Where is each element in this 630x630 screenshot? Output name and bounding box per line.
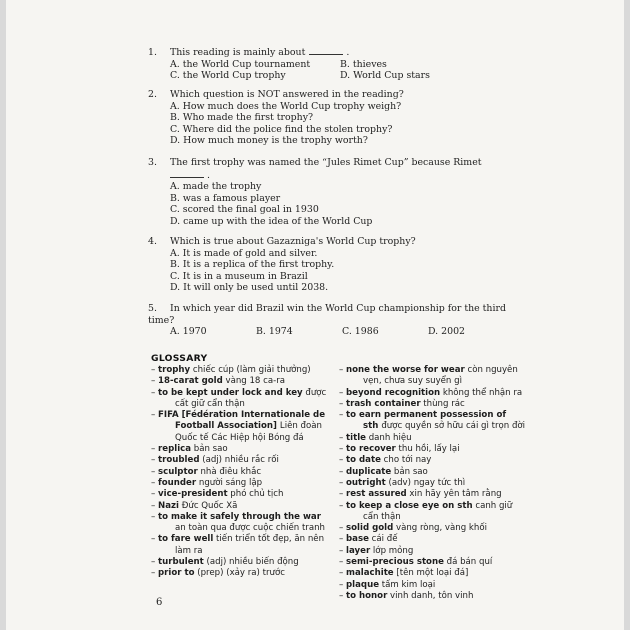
glossary-term: to honor	[346, 590, 388, 601]
glossary-definition-continued: Football Association] Liên đoàn	[175, 421, 322, 432]
glossary-term: to earn permanent possession of	[346, 410, 507, 421]
glossary-definition-continued: vẹn, chưa suy suyển gì	[363, 376, 462, 387]
question-stem: This reading is mainly about	[170, 47, 306, 58]
answer-option: D. 2002	[428, 326, 466, 338]
glossary-term: 18-carat gold	[158, 376, 223, 387]
glossary-entry: – to fare well tiến triển tốt đẹp, ăn nên làm ra	[151, 534, 347, 557]
glossary-definition: chiếc cúp (làm giải thưởng)	[190, 365, 311, 375]
glossary-entry: – trash container thùng rác	[339, 398, 465, 409]
answer-option: B. It is a replica of the first trophy.	[170, 259, 335, 271]
glossary-entry: – duplicate bản sao	[339, 466, 428, 477]
glossary-term: outright	[346, 477, 386, 488]
glossary-entry: – title danh hiệu	[339, 432, 412, 443]
glossary-definition: đá bán quí	[443, 557, 493, 568]
glossary-definition-continued: an toàn qua được cuộc chiến tranh	[175, 523, 326, 534]
glossary-definition: danh hiệu	[365, 432, 412, 443]
glossary-definition: vinh danh, tôn vinh	[387, 590, 474, 601]
glossary-definition: xin hãy yên tâm rằng	[406, 489, 502, 500]
answer-option: D. How much money is the trophy worth?	[170, 135, 368, 147]
question-stem: Which is true about Gazaznіga's World Cup trophy?	[170, 236, 416, 247]
answer-option: D. World Cup stars	[340, 70, 430, 82]
answer-option: B. Who made the first trophy?	[170, 112, 314, 124]
glossary-definition-continued: cẩn thận	[363, 511, 401, 522]
glossary-definition: (prep) (xảy ra) trước	[194, 568, 285, 579]
glossary-entry: – to be kept under lock and key được cất giữ cẩn thận	[151, 388, 347, 411]
glossary-definition: cái đế	[368, 534, 398, 545]
glossary-term: malachite	[346, 568, 394, 579]
glossary-definition: vàng 18 ca-ra	[222, 376, 286, 387]
glossary-definition: được	[302, 387, 327, 398]
glossary-term: founder	[158, 477, 197, 488]
glossary-entry: – layer lớp mỏng	[339, 545, 414, 556]
glossary-term: base	[346, 534, 369, 545]
question-5	[148, 303, 518, 338]
answer-option: D. came up with the idea of the World Cup	[170, 215, 373, 227]
glossary-term: semi-precious stone	[346, 557, 444, 568]
glossary-entry: – sculptor nhà điêu khắc	[151, 466, 262, 477]
glossary-definition: lớp mỏng	[370, 545, 414, 556]
glossary-term: layer	[346, 545, 371, 556]
glossary-term: to make it safely through the war	[158, 511, 321, 522]
glossary-term: sculptor	[158, 466, 198, 477]
question-number: 5.	[148, 303, 157, 314]
answer-option: A. the World Cup tournament	[170, 58, 311, 70]
glossary-definition: thùng rác	[420, 398, 465, 409]
glossary-term: FIFA [Fédération Internationale de	[158, 410, 326, 421]
answer-option: C. It is in a museum in Brazil	[170, 270, 308, 282]
question-stem: The first trophy was named the “Jules Rimet Cup” because Rimet	[170, 157, 482, 168]
glossary-entry: – founder người sáng lập	[151, 477, 263, 488]
glossary-term: to be kept under lock and key	[158, 387, 303, 398]
answer-blank	[309, 46, 343, 55]
glossary-definition: tiến triển tốt đẹp, ăn nên	[213, 534, 325, 545]
glossary-term: trash container	[346, 398, 421, 409]
glossary-definition: canh giữ	[472, 500, 513, 511]
question-number: 1.	[148, 47, 157, 58]
question-number: 2.	[148, 89, 157, 100]
glossary-entry: – outright (adv) ngay tức thì	[339, 477, 466, 488]
glossary-definition: Đức Quốc Xã	[178, 500, 238, 511]
glossary-entry: – plaque tấm kim loại	[339, 579, 436, 590]
glossary-term: plaque	[346, 579, 380, 590]
glossary-definition: (adv) ngay tức thì	[385, 477, 466, 488]
answer-option: A. made the trophy	[170, 181, 262, 193]
glossary-definition-continued: làm ra	[175, 545, 203, 556]
glossary-entry: – to make it safely through the war an toàn qua được cuộc chiến tranh	[151, 512, 347, 535]
glossary-term: turbulent	[158, 557, 204, 568]
glossary-term: to keep a close eye on sth	[346, 500, 473, 511]
glossary-term: Nazi	[158, 500, 179, 511]
document-page	[6, 0, 624, 630]
glossary-term: replica	[158, 444, 192, 455]
answer-option: B. 1974	[256, 326, 293, 338]
glossary-entry: – beyond recognition không thể nhận ra	[339, 387, 523, 398]
glossary-title: GLOSSARY	[151, 353, 208, 364]
question-stem: Which question is NOT answered in the reading?	[170, 89, 404, 100]
glossary-term: troubled	[158, 455, 200, 466]
question-3: 3. The first trophy was named the “Jules Rimet Cup” because Rimet . A. made the trophy B. was a famous player C. scored the final goal in 1930 D. came up with the idea of the World Cup	[148, 157, 518, 228]
glossary-definition: không thể nhận ra	[440, 387, 523, 398]
glossary-entry: – replica bản sao	[151, 444, 228, 455]
answer-option: C. the World Cup trophy	[170, 70, 286, 82]
glossary-entry: – troubled (adj) nhiều rắc rối	[151, 455, 279, 466]
page-number: 6	[156, 597, 163, 608]
glossary-entry: – none the worse for wear còn nguyên vẹn, chưa suy suyển gì	[339, 365, 539, 388]
glossary-definition: phó chủ tịch	[227, 489, 284, 500]
glossary-term: rest assured	[346, 489, 407, 500]
glossary-entry: – prior to (prep) (xảy ra) trước	[151, 568, 285, 579]
glossary-entry: – base cái đế	[339, 534, 398, 545]
glossary-term: prior to	[158, 568, 195, 579]
glossary-entry: – 18-carat gold vàng 18 ca-ra	[151, 376, 286, 387]
glossary-term: to fare well	[158, 534, 214, 545]
question-4	[148, 236, 518, 294]
answer-option: B. was a famous player	[170, 192, 281, 204]
glossary-entry: – malachite [tên một loại đá]	[339, 568, 469, 579]
glossary-entry: – trophy chiếc cúp (làm giải thưởng)	[151, 365, 311, 375]
glossary-entry: – to honor vinh danh, tôn vinh	[339, 590, 474, 601]
glossary-term: to recover	[346, 444, 396, 455]
glossary-entry: – Nazi Đức Quốc Xã	[151, 500, 238, 511]
answer-option: C. scored the final goal in 1930	[170, 204, 319, 216]
glossary-definition: tấm kim loại	[379, 579, 436, 590]
glossary-term: to date	[346, 455, 381, 466]
question-number: 3.	[148, 157, 157, 168]
glossary-term: title	[346, 432, 366, 443]
glossary-definition: còn nguyên	[464, 365, 518, 375]
answer-option: B. thieves	[340, 58, 387, 70]
glossary-definition-continued: cất giữ cẩn thận	[175, 398, 245, 409]
glossary-definition-continued: sth được quyền sở hữu cái gì trọn đời	[363, 421, 526, 432]
glossary-term: beyond recognition	[346, 387, 441, 398]
glossary-left-column	[151, 365, 347, 580]
glossary-entry: – solid gold vàng ròng, vàng khối	[339, 523, 487, 534]
answer-option: A. How much does the World Cup trophy weigh?	[170, 100, 402, 112]
answer-option: C. Where did the police find the stolen trophy?	[170, 123, 393, 135]
question-number: 4.	[148, 236, 157, 247]
glossary-term: solid gold	[346, 523, 394, 534]
question-2	[148, 89, 518, 147]
answer-option: C. 1986	[342, 326, 379, 338]
glossary-definition: bản sao	[191, 444, 228, 455]
glossary-definition: (adj) nhiều biến động	[203, 557, 299, 568]
glossary-definition: (adj) nhiều rắc rối	[199, 455, 279, 466]
answer-option: A. 1970	[170, 326, 207, 338]
glossary-definition: vàng ròng, vàng khối	[393, 523, 487, 534]
glossary-definition: thu hồi, lấy lại	[395, 444, 460, 455]
answer-option: D. It will only be used until 2038.	[170, 282, 329, 294]
glossary-term: trophy	[158, 365, 191, 375]
glossary-definition: nhà điêu khắc	[197, 466, 262, 477]
glossary-entry: – semi-precious stone đá bán quí	[339, 557, 493, 568]
glossary-term: none the worse for wear	[346, 365, 465, 375]
glossary-term: duplicate	[346, 466, 392, 477]
answer-option: A. It is made of gold and silver.	[170, 247, 318, 259]
glossary-entry: – to earn permanent possession of sth được quyền sở hữu cái gì trọn đời	[339, 410, 539, 433]
glossary-term: vice-president	[158, 489, 228, 500]
question-stem: In which year did Brazil win the World Cup championship for the third time?	[148, 303, 506, 326]
glossary-entry: – vice-president phó chủ tịch	[151, 489, 284, 500]
glossary-definition: bản sao	[391, 466, 428, 477]
glossary-definition-continued: Quốc tế Các Hiệp hội Bóng đá	[175, 432, 304, 443]
glossary-entry: – rest assured xin hãy yên tâm rằng	[339, 489, 502, 500]
glossary-entry: – FIFA [Fédération Internationale de Football Association] Liên đoàn Quốc tế Các Hiệp hội Bóng đá	[151, 410, 347, 444]
question-1: 1. This reading is mainly about . A. the World Cup tournament B. thieves C. the World Cup trophy D. World Cup stars	[148, 46, 518, 82]
glossary-entry: – turbulent (adj) nhiều biến động	[151, 557, 299, 568]
glossary-definition: người sáng lập	[196, 477, 263, 488]
glossary-definition: [tên một loại đá]	[393, 568, 469, 579]
answer-blank	[170, 169, 204, 178]
glossary-definition: cho tới nay	[380, 455, 432, 466]
glossary-entry: – to keep a close eye on sth canh giữ cẩn thận	[339, 501, 539, 524]
glossary-entry: – to date cho tới nay	[339, 455, 432, 466]
glossary-entry: – to recover thu hồi, lấy lại	[339, 444, 460, 455]
glossary-right-column	[339, 365, 539, 602]
